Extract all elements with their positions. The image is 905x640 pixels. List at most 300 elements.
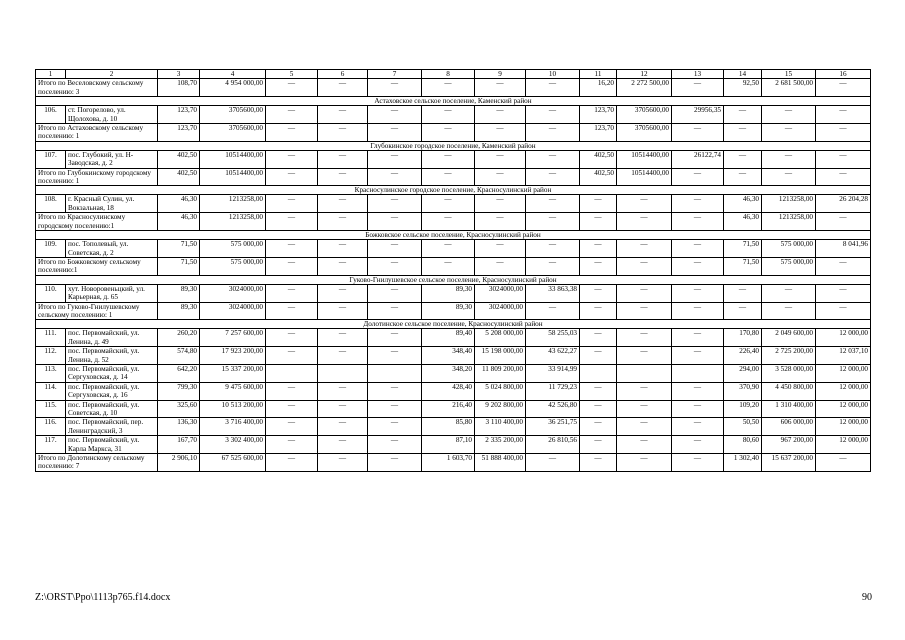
building-row (36, 240, 871, 258)
column-number: 4 (200, 70, 266, 79)
value-cell: — (266, 436, 318, 454)
value-cell: 11 809 200,00 (475, 364, 526, 382)
settlement-total-row (36, 454, 871, 472)
value-cell: 1 302,40 (724, 454, 762, 472)
value-cell: 12 037,10 (816, 347, 871, 365)
value-cell: — (368, 168, 422, 186)
value-cell: — (266, 124, 318, 142)
value-cell: 3 302 400,00 (200, 436, 266, 454)
value-cell: — (318, 382, 368, 400)
building-row (36, 382, 871, 400)
building-row (36, 347, 871, 365)
value-cell: — (318, 213, 368, 231)
value-cell (266, 364, 318, 382)
column-number: 15 (762, 70, 816, 79)
value-cell: 1 603,70 (422, 454, 475, 472)
row-number: 114. (36, 382, 66, 400)
value-cell: — (475, 150, 526, 168)
value-cell: — (368, 257, 422, 275)
value-cell: 15 637 200,00 (762, 454, 816, 472)
value-cell: — (526, 240, 580, 258)
value-cell: — (318, 436, 368, 454)
value-cell: 2 681 500,00 (762, 79, 816, 97)
value-cell: 136,30 (158, 418, 200, 436)
value-cell: 3 528 000,00 (762, 364, 816, 382)
value-cell: — (580, 436, 617, 454)
value-cell: 575 000,00 (200, 257, 266, 275)
value-cell: — (526, 257, 580, 275)
value-cell: 26122,74 (672, 150, 724, 168)
page-number: 90 (862, 592, 872, 603)
value-cell: — (724, 302, 762, 320)
row-number: 111. (36, 329, 66, 347)
value-cell: 85,80 (422, 418, 475, 436)
total-label: Итого по Астаховскому сельскому поселению: 1 (36, 124, 158, 142)
row-number: 117. (36, 436, 66, 454)
value-cell: 402,50 (580, 150, 617, 168)
value-cell: — (816, 213, 871, 231)
building-row (36, 364, 871, 382)
settlement-section-row (36, 186, 871, 195)
value-cell: 29956,35 (672, 106, 724, 124)
value-cell: — (368, 240, 422, 258)
value-cell: — (475, 106, 526, 124)
value-cell: — (266, 106, 318, 124)
value-cell: 12 000,00 (816, 382, 871, 400)
value-cell: — (422, 168, 475, 186)
value-cell: 46,30 (724, 213, 762, 231)
value-cell: — (580, 347, 617, 365)
value-cell: — (368, 400, 422, 418)
value-cell: 36 251,75 (526, 418, 580, 436)
settlement-total-row (36, 124, 871, 142)
value-cell: — (617, 240, 672, 258)
value-cell: — (318, 400, 368, 418)
building-row (36, 195, 871, 213)
value-cell: 9 202 800,00 (475, 400, 526, 418)
settlement-total-row (36, 257, 871, 275)
value-cell: — (318, 240, 368, 258)
value-cell: — (475, 257, 526, 275)
value-cell: 799,30 (158, 382, 200, 400)
document-path: Z:\ORST\Ppo\1113p765.f14.docx (35, 592, 171, 603)
building-row (36, 150, 871, 168)
value-cell: — (580, 240, 617, 258)
value-cell: — (672, 240, 724, 258)
value-cell: 87,10 (422, 436, 475, 454)
value-cell: 12 000,00 (816, 329, 871, 347)
value-cell (580, 364, 617, 382)
value-cell: — (368, 382, 422, 400)
value-cell: — (368, 213, 422, 231)
value-cell: — (672, 257, 724, 275)
value-cell: — (580, 257, 617, 275)
value-cell: — (762, 150, 816, 168)
settlement-total-row (36, 168, 871, 186)
value-cell: — (617, 382, 672, 400)
value-cell: 3705600,00 (617, 124, 672, 142)
value-cell: 71,50 (158, 240, 200, 258)
value-cell: 11 729,23 (526, 382, 580, 400)
value-cell: 1213258,00 (200, 195, 266, 213)
value-cell: 2 725 200,00 (762, 347, 816, 365)
value-cell: 2 272 500,00 (617, 79, 672, 97)
value-cell: — (266, 347, 318, 365)
value-cell: 216,40 (422, 400, 475, 418)
value-cell: — (368, 284, 422, 302)
program-table-page (35, 69, 870, 472)
value-cell: 402,50 (158, 168, 200, 186)
building-row (36, 436, 871, 454)
value-cell: — (816, 257, 871, 275)
column-number: 7 (368, 70, 422, 79)
value-cell: — (617, 284, 672, 302)
value-cell: — (580, 302, 617, 320)
value-cell: — (318, 124, 368, 142)
value-cell: — (318, 257, 368, 275)
total-label: Итого по Веселовскому сельскому поселению: 3 (36, 79, 158, 97)
value-cell: 7 257 600,00 (200, 329, 266, 347)
building-row (36, 106, 871, 124)
value-cell: — (318, 106, 368, 124)
value-cell: — (816, 124, 871, 142)
value-cell: 71,50 (724, 257, 762, 275)
value-cell: — (580, 213, 617, 231)
value-cell: 2 906,10 (158, 454, 200, 472)
value-cell: — (422, 124, 475, 142)
value-cell: 17 923 200,00 (200, 347, 266, 365)
total-label: Итого по Красносулинскому городскому поселению:1 (36, 213, 158, 231)
settlement-total-row (36, 302, 871, 320)
value-cell: — (266, 454, 318, 472)
building-address: г. Красный Сулин, ул. Вокзальная, 18 (66, 195, 158, 213)
value-cell: — (617, 436, 672, 454)
value-cell: — (672, 168, 724, 186)
column-number: 14 (724, 70, 762, 79)
value-cell: — (724, 168, 762, 186)
column-number: 1 (36, 70, 66, 79)
value-cell: — (368, 329, 422, 347)
value-cell: — (672, 382, 724, 400)
value-cell: — (422, 195, 475, 213)
column-number: 16 (816, 70, 871, 79)
value-cell: — (318, 418, 368, 436)
value-cell: — (368, 436, 422, 454)
value-cell: — (368, 79, 422, 97)
value-cell: — (368, 106, 422, 124)
value-cell: 15 198 000,00 (475, 347, 526, 365)
value-cell: 109,20 (724, 400, 762, 418)
value-cell: — (266, 79, 318, 97)
value-cell: 33 863,38 (526, 284, 580, 302)
value-cell: — (526, 195, 580, 213)
value-cell: — (672, 213, 724, 231)
value-cell: — (318, 329, 368, 347)
value-cell: — (266, 284, 318, 302)
value-cell: 4 954 000,00 (200, 79, 266, 97)
value-cell: 123,70 (580, 106, 617, 124)
value-cell: — (617, 329, 672, 347)
total-label: Итого по Долотинскому сельскому поселению: 7 (36, 454, 158, 472)
building-address: пос. Первомайский, пер. Ленинградский, 3 (66, 418, 158, 436)
value-cell: — (266, 329, 318, 347)
value-cell: 12 000,00 (816, 418, 871, 436)
value-cell: 3 110 400,00 (475, 418, 526, 436)
value-cell: 46,30 (158, 195, 200, 213)
value-cell: — (318, 168, 368, 186)
value-cell: 325,60 (158, 400, 200, 418)
settlement-section-row (36, 141, 871, 150)
value-cell: — (266, 257, 318, 275)
value-cell: — (617, 400, 672, 418)
value-cell: — (368, 454, 422, 472)
value-cell: — (318, 150, 368, 168)
value-cell (617, 364, 672, 382)
value-cell: 3 716 400,00 (200, 418, 266, 436)
value-cell: — (724, 106, 762, 124)
building-address: пос. Глубокий, ул. Н-Заводская, д. 2 (66, 150, 158, 168)
value-cell: — (672, 454, 724, 472)
value-cell: 348,40 (422, 347, 475, 365)
value-cell: — (422, 240, 475, 258)
column-number: 11 (580, 70, 617, 79)
value-cell: 1213258,00 (200, 213, 266, 231)
value-cell: 42 526,80 (526, 400, 580, 418)
value-cell: — (617, 213, 672, 231)
value-cell: — (580, 418, 617, 436)
value-cell: 2 335 200,00 (475, 436, 526, 454)
row-number: 115. (36, 400, 66, 418)
value-cell: — (368, 124, 422, 142)
column-number-header (36, 70, 871, 79)
value-cell: 170,80 (724, 329, 762, 347)
value-cell: 3024000,00 (475, 284, 526, 302)
value-cell: 5 024 800,00 (475, 382, 526, 400)
value-cell: — (368, 150, 422, 168)
value-cell: — (762, 302, 816, 320)
value-cell (368, 364, 422, 382)
column-number: 8 (422, 70, 475, 79)
building-address: пос. Тополевый, ул. Советская, д. 2 (66, 240, 158, 258)
value-cell: — (617, 347, 672, 365)
value-cell: — (672, 284, 724, 302)
column-number: 2 (66, 70, 158, 79)
building-address: хут. Новоровеньцкий, ул. Карьерная, д. 65 (66, 284, 158, 302)
value-cell: 26 204,28 (816, 195, 871, 213)
value-cell: — (368, 302, 422, 320)
value-cell: 5 208 000,00 (475, 329, 526, 347)
building-address: пос. Первомайский, ул. Сергуховская, д. 14 (66, 364, 158, 382)
value-cell: — (724, 124, 762, 142)
value-cell: — (266, 418, 318, 436)
value-cell: 33 914,99 (526, 364, 580, 382)
value-cell: 10514400,00 (617, 168, 672, 186)
value-cell: 67 525 600,00 (200, 454, 266, 472)
total-label: Итого по Глубокинскому городскому поселению: 1 (36, 168, 158, 186)
building-address: пос. Первомайский, ул. Карла Маркса, 31 (66, 436, 158, 454)
value-cell: 3024000,00 (475, 302, 526, 320)
settlement-total-row (36, 213, 871, 231)
value-cell: — (816, 150, 871, 168)
row-number: 109. (36, 240, 66, 258)
value-cell: — (475, 124, 526, 142)
settlement-section-row (36, 231, 871, 240)
value-cell: — (580, 284, 617, 302)
settlement-section-title: Красносулинское городское поселение, Красносулинский район (36, 186, 871, 195)
value-cell: 348,20 (422, 364, 475, 382)
settlement-section-row (36, 97, 871, 106)
column-number: 13 (672, 70, 724, 79)
value-cell: — (266, 168, 318, 186)
value-cell: — (672, 347, 724, 365)
value-cell: 606 000,00 (762, 418, 816, 436)
value-cell: 402,50 (580, 168, 617, 186)
value-cell: 167,70 (158, 436, 200, 454)
value-cell: 46,30 (158, 213, 200, 231)
value-cell: — (672, 302, 724, 320)
value-cell: — (580, 382, 617, 400)
value-cell: — (368, 418, 422, 436)
value-cell: — (318, 347, 368, 365)
value-cell: 9 475 600,00 (200, 382, 266, 400)
building-address: пос. Первомайский, ул. Ленина, д. 49 (66, 329, 158, 347)
value-cell: 89,30 (158, 284, 200, 302)
row-number: 116. (36, 418, 66, 436)
value-cell: 8 041,96 (816, 240, 871, 258)
settlement-section-title: Гуково-Гнилушевское сельское поселение, Красносулинский район (36, 275, 871, 284)
value-cell: — (762, 124, 816, 142)
value-cell: 10514400,00 (617, 150, 672, 168)
column-number: 9 (475, 70, 526, 79)
settlement-section-title: Глубокинское городское поселение, Каменский район (36, 141, 871, 150)
value-cell: — (672, 418, 724, 436)
value-cell: — (266, 240, 318, 258)
value-cell: — (580, 195, 617, 213)
value-cell: 12 000,00 (816, 436, 871, 454)
value-cell: 50,50 (724, 418, 762, 436)
value-cell: 642,20 (158, 364, 200, 382)
value-cell: — (816, 168, 871, 186)
value-cell: — (526, 79, 580, 97)
column-number: 5 (266, 70, 318, 79)
value-cell: — (266, 213, 318, 231)
value-cell: 226,40 (724, 347, 762, 365)
value-cell: — (672, 329, 724, 347)
value-cell: 89,30 (422, 284, 475, 302)
value-cell: — (580, 400, 617, 418)
value-cell: 3024000,00 (200, 302, 266, 320)
value-cell: 108,70 (158, 79, 200, 97)
value-cell: 80,60 (724, 436, 762, 454)
settlement-section-title: Астаховское сельское поселение, Каменский район (36, 97, 871, 106)
value-cell: — (526, 124, 580, 142)
value-cell: 3705600,00 (200, 106, 266, 124)
building-row (36, 284, 871, 302)
value-cell: — (475, 195, 526, 213)
value-cell: — (672, 436, 724, 454)
column-number: 3 (158, 70, 200, 79)
value-cell: — (422, 106, 475, 124)
value-cell: — (617, 195, 672, 213)
row-number: 106. (36, 106, 66, 124)
value-cell: — (580, 329, 617, 347)
value-cell: 2 049 600,00 (762, 329, 816, 347)
value-cell: 46,30 (724, 195, 762, 213)
building-row (36, 400, 871, 418)
value-cell: 10 513 200,00 (200, 400, 266, 418)
value-cell: — (672, 124, 724, 142)
value-cell: 294,00 (724, 364, 762, 382)
total-label: Итого по Божковскому сельскому поселению:1 (36, 257, 158, 275)
value-cell: — (368, 195, 422, 213)
building-row (36, 418, 871, 436)
value-cell: 574,80 (158, 347, 200, 365)
value-cell: 1213258,00 (762, 195, 816, 213)
value-cell: — (475, 213, 526, 231)
value-cell: 1213258,00 (762, 213, 816, 231)
value-cell: — (724, 284, 762, 302)
value-cell: 123,70 (580, 124, 617, 142)
value-cell: — (816, 454, 871, 472)
value-cell: 12 000,00 (816, 400, 871, 418)
value-cell: — (617, 302, 672, 320)
value-cell: 10514400,00 (200, 150, 266, 168)
value-cell: — (762, 168, 816, 186)
value-cell: 89,30 (422, 302, 475, 320)
value-cell: — (475, 240, 526, 258)
value-cell: 123,70 (158, 124, 200, 142)
building-address: ст. Погорелово, ул. Щолохова, д. 10 (66, 106, 158, 124)
value-cell: 370,90 (724, 382, 762, 400)
building-address: пос. Первомайский, ул. Сергуховская, д. 16 (66, 382, 158, 400)
value-cell (672, 364, 724, 382)
value-cell: — (318, 79, 368, 97)
value-cell: 71,50 (724, 240, 762, 258)
row-number: 108. (36, 195, 66, 213)
row-number: 110. (36, 284, 66, 302)
value-cell: 123,70 (158, 106, 200, 124)
value-cell: — (526, 106, 580, 124)
value-cell: — (422, 150, 475, 168)
value-cell: 402,50 (158, 150, 200, 168)
value-cell: — (617, 454, 672, 472)
value-cell: — (762, 284, 816, 302)
value-cell: — (266, 382, 318, 400)
value-cell: — (318, 195, 368, 213)
value-cell: — (672, 79, 724, 97)
value-cell: 428,40 (422, 382, 475, 400)
row-number: 107. (36, 150, 66, 168)
value-cell: — (368, 347, 422, 365)
value-cell: 3705600,00 (200, 124, 266, 142)
value-cell: — (762, 106, 816, 124)
value-cell: 12 000,00 (816, 364, 871, 382)
value-cell: 575 000,00 (762, 257, 816, 275)
value-cell (318, 364, 368, 382)
value-cell: — (526, 150, 580, 168)
value-cell: 89,40 (422, 329, 475, 347)
value-cell: 575 000,00 (762, 240, 816, 258)
value-cell: — (816, 106, 871, 124)
value-cell: 967 200,00 (762, 436, 816, 454)
value-cell: 89,30 (158, 302, 200, 320)
value-cell: — (422, 257, 475, 275)
column-number: 10 (526, 70, 580, 79)
value-cell: — (422, 79, 475, 97)
value-cell: 51 888 400,00 (475, 454, 526, 472)
value-cell: — (526, 454, 580, 472)
value-cell: 16,20 (580, 79, 617, 97)
